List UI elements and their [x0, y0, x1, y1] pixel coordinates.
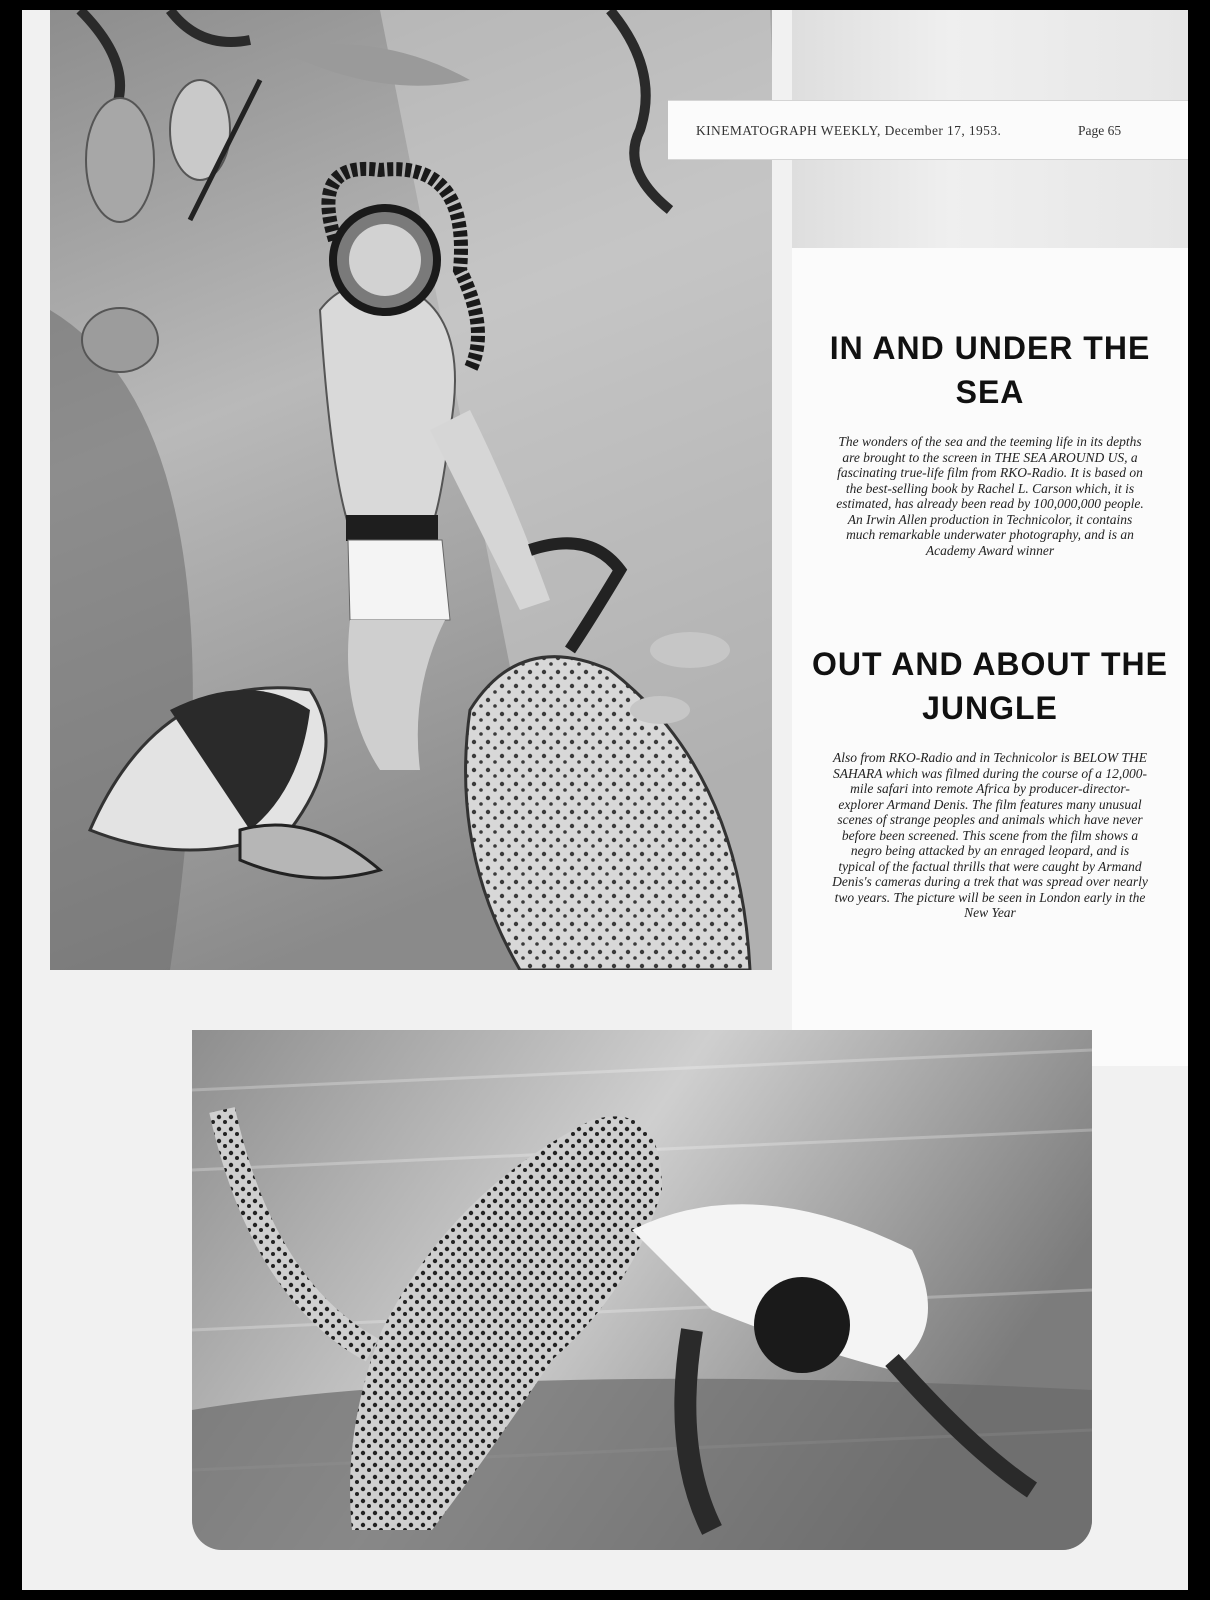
- magazine-page: [22, 10, 1188, 1590]
- leopard-photo: [192, 1030, 1092, 1550]
- headline-jungle: OUT AND ABOUT THE JUNGLE: [812, 646, 1168, 726]
- body-sea: The wonders of the sea and the teeming life in its depths are brought to the screen in THE SEA AROUND US, a fascinating true-life film from RKO-Radio. It is based on the best-selling book by Rachel L. Carson which, it is estimated, has already been read by 100,000,000 people. An Irwin Allen production in Technicolor, it contains much remarkable underwater photography, and is an Academy Award winner: [836, 434, 1144, 558]
- text-panel: [792, 248, 1188, 1066]
- page-header: [668, 100, 1188, 160]
- page-number: Page 65: [1078, 123, 1122, 138]
- headline-sea: IN AND UNDER THE SEA: [829, 330, 1151, 410]
- publication-line: KINEMATOGRAPH WEEKLY, December 17, 1953.: [696, 123, 1002, 138]
- diver-illustration: [50, 10, 772, 970]
- body-jungle: Also from RKO-Radio and in Technicolor is BELOW THE SAHARA which was filmed during the course of a 12,000-mile safari into remote Africa by producer-director-explorer Armand Denis. The film features many unusual scenes of strange peoples and animals which have never before been screened. This scene from the film shows a negro being attacked by an enraged leopard, and is typical of the factual thrills that were caught by Armand Denis's cameras during a trek that was spread over nearly two years. The picture will be seen in London early in the New Year: [832, 750, 1148, 920]
